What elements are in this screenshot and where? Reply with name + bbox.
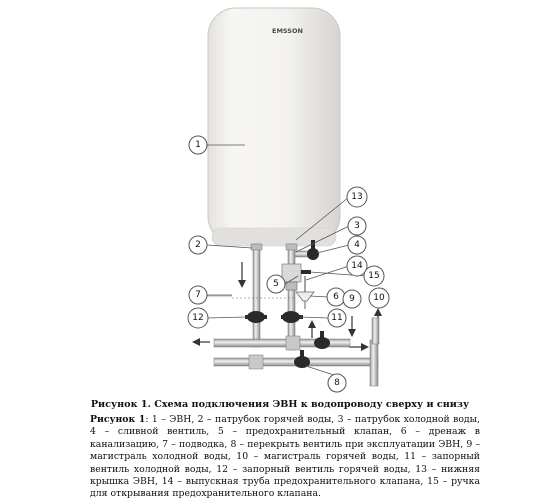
callout-label: 4 [354,240,360,250]
water-heater-tank [208,8,340,246]
callout-7 [189,286,207,304]
callout-label: 9 [349,294,355,304]
callout-label: 7 [195,290,201,300]
callout-label: 2 [195,240,201,250]
callout-label: 14 [351,261,363,271]
callout-6 [327,288,345,306]
description-lead: Рисунок 1 [90,414,146,425]
hot-water-outlet-pipe [251,244,262,347]
callout-1 [189,136,207,154]
callout-9 [343,290,361,308]
brand-logo: EMSSON [272,27,303,35]
cold-water-shutoff-valve [281,311,303,323]
drain-funnel [296,292,314,309]
callout-label: 10 [373,293,385,303]
cold-water-inlet-pipe [286,244,297,350]
cold-line-valve [314,331,330,349]
description-text: : 1 – ЭВН, 2 – патрубок горячей воды, 3 – патрубок холодной воды, 4 – сливной вентиль, 5 – предохранительный клапан, 6 – дренаж в канализацию, 7 – подводка, 8 – перекрыть вентиль при эксплуатации ЭВН, 9 – магистраль холодной воды, 10 – магистраль горячей воды, 11 – запорный вентиль холодной воды, 12 – запорный вентиль горячей воды, 13 – нижняя крышка ЭВН, 14 – выпускная труба предохранительного клапана, 15 – ручка для открывания предохранительного клапана. [90,414,480,500]
callout-label: 13 [351,192,363,202]
figure-caption: Рисунок 1. Схема подключения ЭВН к водопроводу сверху и снизу [90,399,470,410]
callout-5 [267,275,285,293]
callout-4 [348,236,366,254]
callout-label: 8 [334,378,340,388]
callout-10 [369,288,389,308]
figure-description [90,414,480,501]
callout-11 [328,309,346,327]
callout-label: 1 [195,140,201,150]
callout-8 [328,374,346,392]
callout-3 [348,217,366,235]
guide-lines [200,296,296,298]
callout-label: 3 [354,221,360,231]
callout-15 [364,266,384,286]
callout-label: 15 [368,271,380,281]
callout-2 [189,236,207,254]
callout-12 [188,308,208,328]
callout-13 [347,187,367,207]
cold-water-mainline [214,318,379,386]
callout-label: 11 [331,313,343,323]
callout-label: 5 [273,279,279,289]
bypass-valve [294,350,310,368]
hot-water-shutoff-valve [245,311,267,323]
callout-label: 6 [333,292,339,302]
callout-label: 12 [192,313,204,323]
